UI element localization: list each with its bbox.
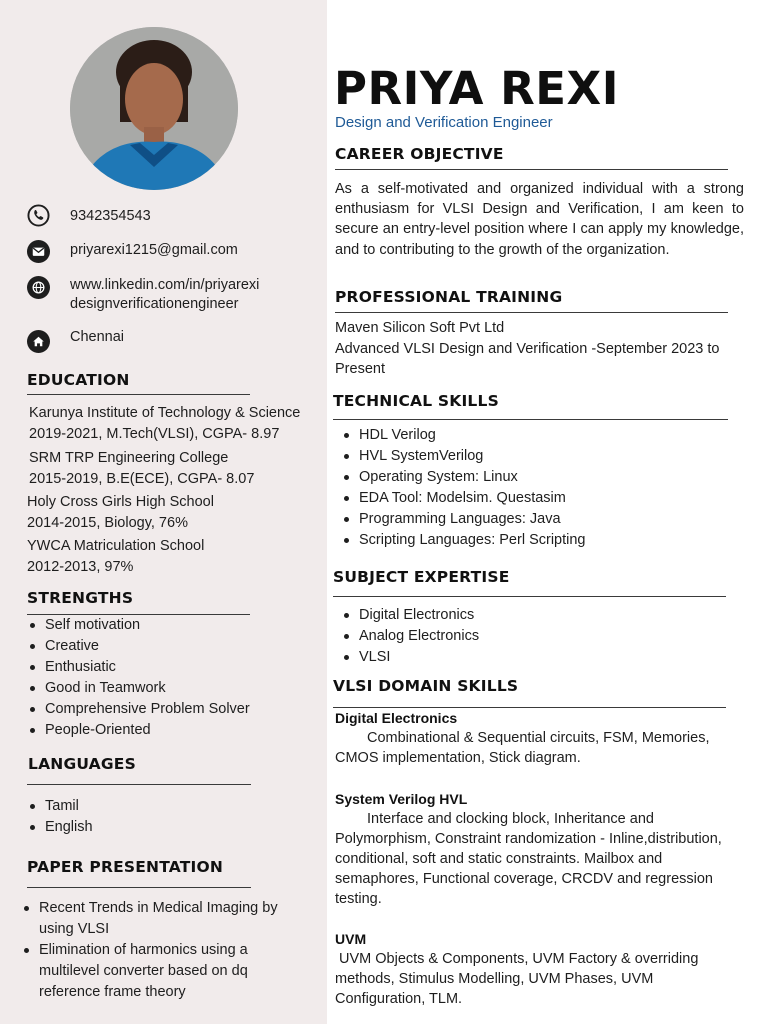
list-item: Digital Electronics (341, 605, 479, 626)
career-objective-heading: CAREER OBJECTIVE (335, 145, 504, 163)
list-item: Programming Languages: Java (341, 509, 586, 530)
list-item: VLSI (341, 647, 479, 668)
subject-expertise-list (341, 605, 479, 668)
languages-heading: LANGUAGES (28, 755, 136, 773)
list-item: Comprehensive Problem Solver (27, 699, 250, 720)
list-item: Self motivation (27, 615, 250, 636)
list-item: English (27, 817, 93, 838)
uvm-title: UVM (335, 931, 367, 947)
email-icon (27, 240, 50, 263)
system-verilog-text: Interface and clocking block, Inheritance and Polymorphism, Constraint randomization - Inline,distribution, conditional, soft and static constraints. Mailbox and semaphores, Functional coverage, CRCDV and regression testing. (335, 811, 722, 907)
list-item: Recent Trends in Medical Imaging by using VLSI (21, 898, 306, 940)
education-institution-4: YWCA Matriculation School (27, 538, 205, 554)
subject-expertise-heading: SUBJECT EXPERTISE (333, 568, 510, 586)
paper-presentation-heading: PAPER PRESENTATION (27, 858, 224, 876)
globe-icon (27, 276, 50, 299)
career-objective-divider (335, 169, 728, 170)
vlsi-domain-skills-divider (333, 707, 726, 708)
candidate-name: PRIYA REXI (334, 62, 619, 115)
system-verilog-title: System Verilog HVL (335, 791, 468, 807)
list-item: Elimination of harmonics using a multilevel converter based on dq reference frame theory (21, 940, 306, 1003)
linkedin-url-line1[interactable]: www.linkedin.com/in/priyarexi (70, 277, 260, 293)
list-item: Good in Teamwork (27, 678, 250, 699)
education-details-2: 2015-2019, B.E(ECE), CGPA- 8.07 (29, 471, 255, 487)
list-item: Scripting Languages: Perl Scripting (341, 530, 586, 551)
technical-skills-heading: TECHNICAL SKILLS (333, 392, 499, 410)
languages-list (27, 796, 93, 838)
education-institution-2: SRM TRP Engineering College (29, 450, 229, 466)
strengths-heading: STRENGTHS (27, 589, 134, 607)
digital-electronics-title: Digital Electronics (335, 710, 458, 726)
training-course: Advanced VLSI Design and Verification -September 2023 to Present (335, 341, 720, 377)
list-item: Enthusiatic (27, 657, 250, 678)
education-institution-3: Holy Cross Girls High School (27, 494, 214, 510)
vlsi-domain-skills-heading: VLSI DOMAIN SKILLS (333, 677, 519, 695)
contact-linkedin (0, 276, 327, 320)
list-item: People-Oriented (27, 720, 250, 741)
paper-presentation-divider (27, 887, 251, 888)
profile-photo-image (70, 27, 238, 190)
uvm-text: UVM Objects & Components, UVM Factory & overriding methods, Stimulus Modelling, UVM Phases, UVM Configuration, TLM. (335, 951, 699, 1007)
phone-icon (27, 204, 50, 227)
list-item: Creative (27, 636, 250, 657)
contact-email (0, 239, 327, 263)
profile-photo (70, 27, 238, 190)
professional-training-divider (335, 312, 728, 313)
email-address[interactable]: priyarexi1215@gmail.com (70, 242, 238, 258)
career-objective-text: As a self-motivated and organized individual with a strong enthusiasm for VLSI Design and Verification, I am keen to secure an entry-level position where I can apply my knowledge, and to contributing to the growth of the organization. (335, 181, 744, 258)
languages-divider (27, 784, 251, 785)
strengths-list (27, 615, 250, 741)
home-icon (27, 330, 50, 353)
education-details-4: 2012-2013, 97% (27, 559, 134, 575)
list-item: Analog Electronics (341, 626, 479, 647)
education-institution-1: Karunya Institute of Technology & Science (29, 405, 301, 421)
training-company: Maven Silicon Soft Pvt Ltd (335, 320, 505, 336)
education-divider (27, 394, 250, 395)
digital-electronics-text: Combinational & Sequential circuits, FSM, Memories, CMOS implementation, Stick diagram. (335, 730, 710, 766)
contact-location (0, 327, 327, 353)
candidate-role: Design and Verification Engineer (335, 114, 553, 131)
list-item: EDA Tool: Modelsim. Questasim (341, 488, 586, 509)
technical-skills-list (341, 425, 586, 551)
contact-phone (0, 204, 327, 228)
education-heading: EDUCATION (27, 371, 130, 389)
technical-skills-divider (333, 419, 728, 420)
education-details-3: 2014-2015, Biology, 76% (27, 515, 188, 531)
linkedin-url-line2[interactable]: designverificationengineer (70, 296, 239, 312)
professional-training-heading: PROFESSIONAL TRAINING (335, 288, 563, 306)
list-item: HDL Verilog (341, 425, 586, 446)
list-item: Tamil (27, 796, 93, 817)
list-item: HVL SystemVerilog (341, 446, 586, 467)
location-text: Chennai (70, 329, 125, 345)
phone-number[interactable]: 9342354543 (70, 208, 151, 224)
education-details-1: 2019-2021, M.Tech(VLSI), CGPA- 8.97 (29, 426, 280, 442)
list-item: Operating System: Linux (341, 467, 586, 488)
papers-list (21, 898, 306, 1003)
subject-expertise-divider (333, 596, 726, 597)
